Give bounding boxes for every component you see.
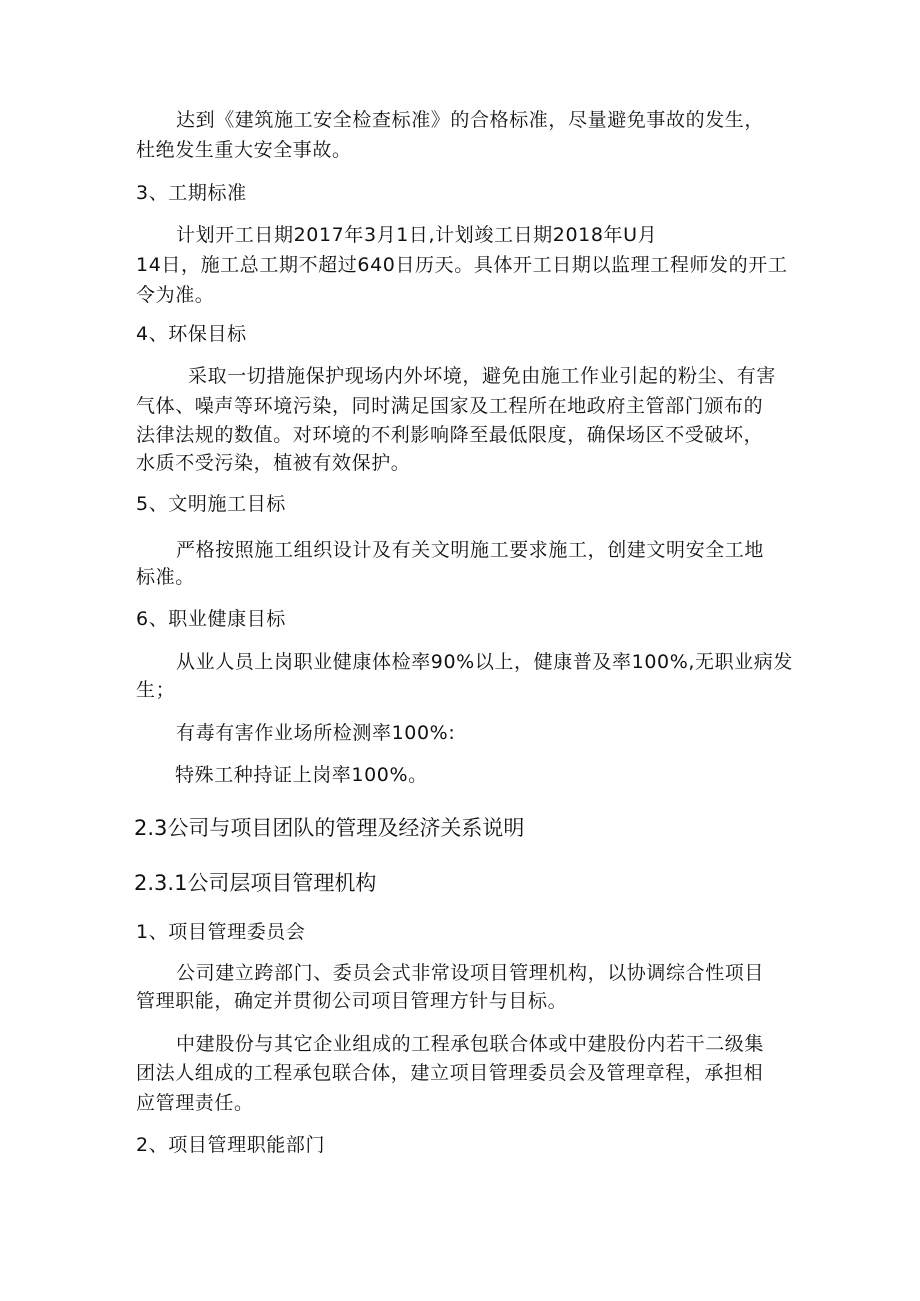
paragraph-line: 团法人组成的工程承包联合体，建立项目管理委员会及管理章程，承担相 — [136, 1062, 764, 1084]
paragraph-line: 14日，施工总工期不超过640日历天。具体开工日期以监理工程师发的开工 — [136, 254, 788, 276]
paragraph-line: 管理职能，确定并贯彻公司项目管理方针与目标。 — [136, 990, 568, 1012]
paragraph-line: 中建股份与其它企业组成的工程承包联合体或中建股份内若干二级集 — [176, 1033, 765, 1055]
paragraph-line: 令为准。 — [136, 284, 215, 306]
paragraph-line: 水质不受污染，植被有效保护。 — [136, 452, 411, 474]
section-heading: 1、项目管理委员会 — [136, 921, 306, 943]
paragraph-line: 生； — [136, 679, 176, 701]
section-heading: 5、文明施工目标 — [136, 493, 286, 515]
paragraph-line: 严格按照施工组织设计及有关文明施工要求施工，创建文明安全工地 — [176, 539, 765, 561]
section-heading: 2、项目管理职能部门 — [136, 1134, 326, 1156]
paragraph-line: 应管理责任。 — [136, 1092, 254, 1114]
section-heading: 3、工期标准 — [136, 182, 247, 204]
paragraph-line: 采取一切措施保护现场内外坏境，避免由施工作业引起的粉尘、有害 — [188, 365, 777, 387]
subsection-title: 2.3.1公司层项目管理机构 — [134, 871, 377, 895]
paragraph-line: 从业人员上岗职业健康体检率90%以上，健康普及率100%,无职业病发 — [176, 651, 793, 673]
paragraph-line: 特殊工种持证上岗率100%。 — [175, 764, 428, 786]
paragraph-line: 达到《建筑施工安全检查标准》的合格标准，尽量避免事故的发生， — [176, 109, 765, 131]
paragraph-line: 有毒有害作业场所检测率100%: — [176, 722, 456, 744]
paragraph-line: 气体、噪声等环境污染，同时满足国家及工程所在地政府主管部门颁布的 — [136, 395, 764, 417]
paragraph-line: 法律法规的数值。对环境的不利影响降至最低限度，确保场区不受破坏， — [136, 424, 764, 446]
section-heading: 4、环保目标 — [136, 323, 247, 345]
section-title: 2.3公司与项目团队的管理及经济关系说明 — [134, 816, 525, 840]
paragraph-line: 标准。 — [136, 566, 195, 588]
paragraph-line: 杜绝发生重大安全事故。 — [136, 139, 352, 161]
section-heading: 6、职业健康目标 — [136, 608, 286, 630]
paragraph-line: 计划开工日期2017年3月1日,计划竣工日期2018年U月 — [176, 224, 658, 246]
paragraph-line: 公司建立跨部门、委员会式非常设项目管理机构，以协调综合性项目 — [176, 962, 765, 984]
